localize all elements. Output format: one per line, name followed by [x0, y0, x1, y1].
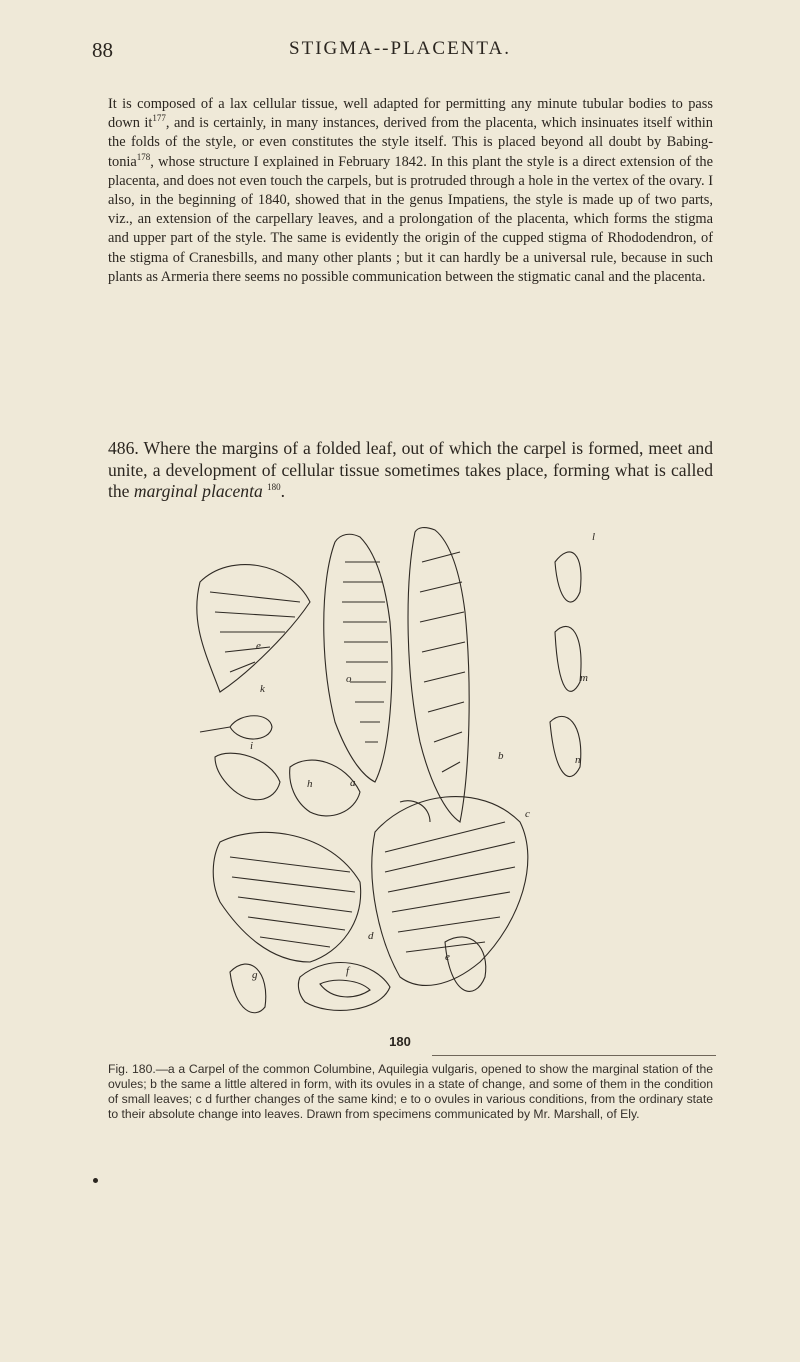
figure-180-illustration — [160, 522, 630, 1022]
label-e-bottom: e — [445, 951, 450, 963]
footnote-ref-178: 178 — [136, 151, 151, 162]
carpel-a-outline — [324, 534, 392, 782]
label-o: o — [346, 673, 352, 685]
label-i: i — [250, 740, 254, 752]
margin-dot — [93, 1178, 98, 1183]
body-paragraph-486 — [108, 438, 713, 503]
label-g: g — [252, 969, 258, 981]
para1-text-3: , whose structure I explained in February 1842. In this plant the style is a direct extension of the placenta, and does not even touch the carpels, but is protruded through a hole in the vertex of the ovary. I also, in the beginning of 1840, showed that in the genus Impatiens, the style is made up of two parts, viz., an extension of the carpellary leaves, and a prolongation of the placenta, which forms the stigma and upper part of the style. The same is evidently the origin of the cupped stigma of Rhododendron, of the stigma of Cranesbills, and many other plants ; but it can hardly be a universal rule, because in such plants as Armeria there seems no possible communication between the stigmatic canal and the placenta. — [108, 153, 713, 285]
figure-caption: Fig. 180.—a a Carpel of the common Columbine, Aquilegia vulgaris, opened to show the marginal station of the ovules; b the same a little altered in form, with its ovules in a state of change, and some of them in the condition of small leaves; c d further changes of the same kind; e to o ovules in various conditions, from the ordinary state to their absolute change into leaves. Drawn from specimens communicated by Mr. Marshall, of Ely. — [108, 1062, 713, 1121]
carpel-b-outline — [408, 528, 469, 822]
para1-text-1: It is composed of a lax cellular tissue, well adapted for permitting any minute tubular bodies to pass down it — [108, 96, 713, 132]
carpel-d-outline — [213, 832, 360, 962]
ovule-l — [555, 552, 581, 602]
figure-number: 180 — [389, 1034, 411, 1049]
label-h: h — [307, 778, 313, 790]
ovule-n — [550, 716, 581, 776]
label-m: m — [580, 672, 588, 684]
ovule-k — [230, 716, 272, 739]
ovule-i — [215, 753, 280, 800]
label-c: c — [525, 808, 530, 820]
page-number: 88 — [92, 38, 113, 62]
label-e: e — [256, 640, 261, 652]
ovule-e-bottom — [445, 937, 486, 992]
marginal-placenta-term: marginal placenta — [133, 481, 263, 501]
ovule-g — [230, 964, 266, 1013]
para1-text-2: , and is certainly, in many instances, derived from the placenta, which insinuates itself within the folds of the style, or even constitutes the style itself. This is placed beyond all doubt by Babing-tonia — [108, 115, 714, 170]
caption-rule — [432, 1055, 716, 1056]
label-d: d — [368, 930, 374, 942]
label-n: n — [575, 754, 581, 766]
label-a: a — [350, 777, 356, 789]
label-f: f — [346, 965, 350, 977]
label-k: k — [260, 683, 265, 695]
para2-text-2: . — [280, 481, 286, 501]
label-l: l — [592, 531, 596, 543]
label-b: b — [498, 750, 504, 762]
para2-text-1: 486. Where the margins of a folded leaf, out of which the carpel is formed, meet and unite, a development of cellular tissue sometimes takes place, forming what is called the — [108, 438, 713, 501]
page-header — [0, 38, 800, 68]
botanical-engraving — [160, 522, 630, 1022]
ovule-m — [555, 626, 581, 691]
ovule-leaf-e — [197, 565, 310, 692]
running-head: STIGMA--PLACENTA. — [289, 38, 511, 59]
body-paragraph-1 — [108, 95, 713, 287]
ovule-f — [298, 963, 390, 1011]
footnote-ref-177: 177 — [152, 113, 166, 124]
footnote-ref-180: 180 — [267, 482, 281, 493]
